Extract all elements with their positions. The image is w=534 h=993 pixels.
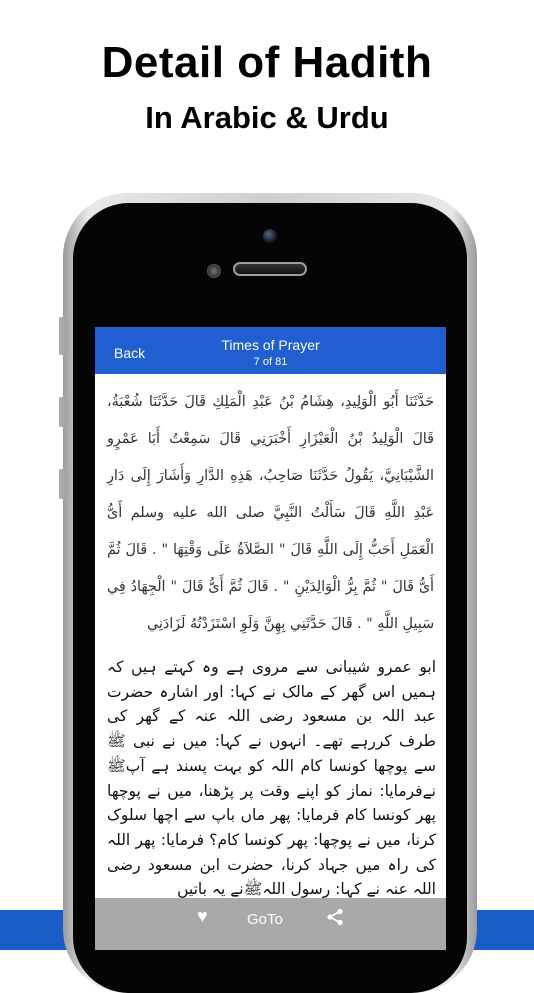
back-button[interactable]: Back — [114, 345, 146, 361]
heart-icon[interactable]: ♥ — [197, 906, 208, 926]
hadith-content[interactable] — [95, 374, 446, 898]
page-title: Times of Prayer — [221, 337, 320, 353]
share-icon[interactable] — [326, 908, 344, 926]
app-screen — [95, 327, 446, 950]
navigation-bar — [95, 327, 446, 374]
proximity-sensor — [207, 264, 221, 278]
hadith-position: 7 of 81 — [253, 356, 288, 368]
bottom-toolbar — [95, 898, 446, 950]
promo-subheadline: In Arabic & Urdu — [145, 100, 389, 135]
mute-switch — [59, 317, 65, 355]
volume-down-button — [59, 469, 65, 499]
urdu-translation: ابو عمرو شیبانی سے مروی ہے وہ کہتے ہیں کہ ہمیں اس گھر کے مالک نے کہا: اور اشارہ حضرت عبد اللہ بن مسعود رضی اللہ عنہ کے گھر کی طرف کررہے تھے۔ انہوں نے کہا: میں نے نبی ﷺ سے پوچھا کونسا کام اللہ کو بہت پسند ہے آپﷺ نےفرمایا: نماز کو اپنے وقت پر پڑھنا، میں نے پوچھا پھر کونسا کام فرمایا: پھر ماں باپ سے اچھا سلوک کرنا، میں نے پوچھا: پھر کونسا کام؟ فرمایا: پھر اللہ کی راہ میں جہاد کرنا، حضرت ابن مسعود رضی اللہ عنہ نے کہا: رسول اللہﷺنے یہ باتیں — [107, 658, 436, 898]
promo-headline: Detail of Hadith — [101, 38, 433, 87]
goto-button[interactable]: GoTo — [247, 911, 283, 928]
earpiece-speaker — [233, 262, 307, 276]
volume-up-button — [59, 397, 65, 427]
front-camera — [263, 229, 277, 243]
arabic-text: حَدَّثَنَا أَبُو الْوَلِيدِ، هِشَامُ بْنُ عَبْدِ الْمَلِكِ قَالَ حَدَّثَنَا شُعْبَةُ، قَالَ الْوَلِيدُ بْنُ الْعَيْزَارِ أَخْبَرَنِي قَالَ سَمِعْتُ أَبَا عَمْرٍو الشَّيْبَانِيَّ، يَقُولُ حَدَّثَنَا صَاحِبُ، هَذِهِ الدَّارِ وَأَشَارَ إِلَى دَارِ عَبْدِ اللَّهِ قَالَ سَأَلْتُ النَّبِيَّ صلى الله عليه وسلم أَىُّ الْعَمَلِ أَحَبُّ إِلَى اللَّهِ قَالَ " الصَّلاَةُ عَلَى وَقْتِهَا " . قَالَ ثُمَّ أَىُّ قَالَ " ثُمَّ بِرُّ الْوَالِدَيْنِ " . قَالَ ثُمَّ أَىُّ قَالَ " الْجِهَادُ فِي سَبِيلِ اللَّهِ " . قَالَ حَدَّثَنِي بِهِنَّ وَلَوِ اسْتَزَدْتُهُ لَزَادَنِي — [107, 394, 434, 632]
